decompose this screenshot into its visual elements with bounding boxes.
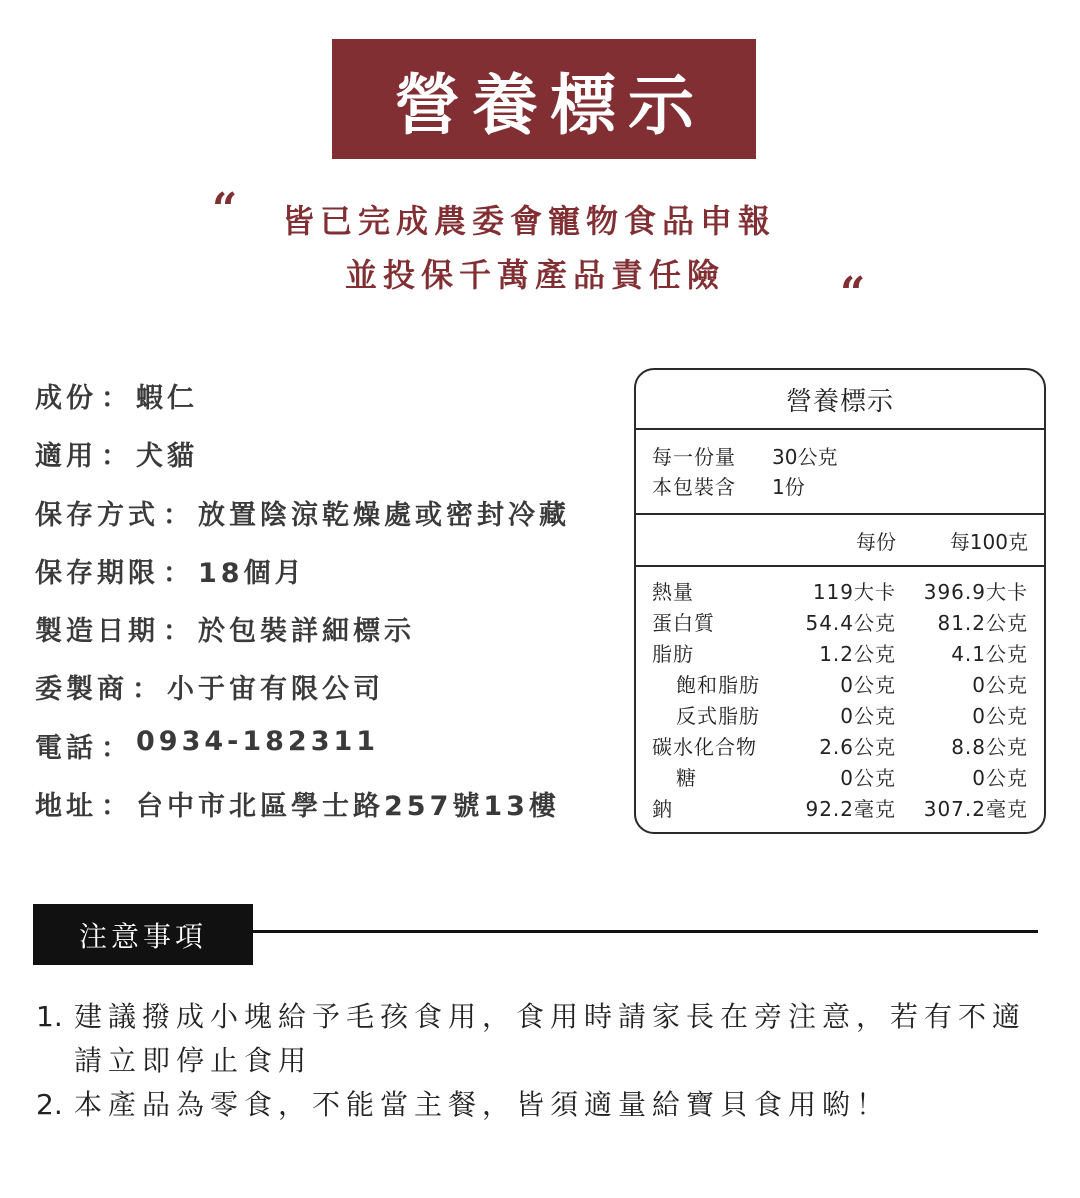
nutrient-per-100g: 0公克 <box>972 704 1028 728</box>
nutrient-name: 反式脂肪 <box>676 704 760 728</box>
notice-text: 建議撥成小塊給予毛孩食用，食用時請家長在旁注意，若有不適請立即停止食用 <box>74 1000 1027 1077</box>
nutrient-per-100g: 8.8公克 <box>951 735 1028 759</box>
info-row-shelf-life <box>35 551 570 609</box>
notice-number: 2. <box>36 1088 63 1121</box>
info-separator: ： <box>101 441 132 473</box>
nutrient-per-100g: 81.2公克 <box>937 611 1028 635</box>
table-row <box>636 668 1044 699</box>
nutrient-name: 熱量 <box>652 580 694 604</box>
servings-value: 1份 <box>772 474 805 499</box>
table-row <box>636 606 1044 637</box>
serving-info <box>636 430 1044 515</box>
info-row-manufacturer <box>35 667 570 725</box>
nutrition-rows <box>636 567 1044 823</box>
nutrition-column-header <box>636 515 1044 567</box>
info-label: 委製商 <box>35 674 128 706</box>
notice-divider <box>253 930 1038 933</box>
table-row <box>636 637 1044 668</box>
list-item <box>36 995 1034 1083</box>
info-row-address <box>35 784 570 842</box>
info-separator: ： <box>163 499 194 531</box>
nutrient-per-100g: 396.9大卡 <box>923 580 1028 604</box>
table-row <box>636 575 1044 606</box>
nutrient-per-serving: 54.4公克 <box>805 611 896 635</box>
info-label: 適用 <box>35 441 97 473</box>
info-separator: ： <box>163 616 194 648</box>
info-label: 地址 <box>35 791 97 823</box>
notice-number: 1. <box>36 1000 63 1033</box>
table-row <box>636 792 1044 823</box>
table-row <box>636 699 1044 730</box>
nutrient-name: 蛋白質 <box>652 611 715 635</box>
info-value: 18個月 <box>198 557 306 589</box>
notice-heading: 注意事項 <box>33 904 253 965</box>
col-per-serving: 每份 <box>856 529 896 554</box>
nutrition-facts-table <box>634 368 1046 834</box>
title-banner <box>332 39 756 159</box>
info-separator: ： <box>101 383 132 414</box>
nutrition-title: 營養標示 <box>636 370 1044 430</box>
info-row-phone <box>35 726 570 784</box>
info-value: 0934-182311 <box>136 725 380 757</box>
info-row-storage <box>35 493 570 551</box>
nutrient-per-serving: 0公克 <box>840 704 896 728</box>
serving-size-row <box>652 440 1044 470</box>
nutrient-per-serving: 0公克 <box>840 673 896 697</box>
product-info-list <box>35 376 570 842</box>
notice-list <box>36 995 1034 1127</box>
serving-size-value: 30公克 <box>772 444 838 469</box>
info-label: 保存期限 <box>35 557 159 589</box>
info-value: 犬貓 <box>136 441 198 473</box>
slogan-line-1: 皆已完成農委會寵物食品申報 <box>282 202 777 240</box>
table-row <box>636 761 1044 792</box>
nutrient-per-100g: 0公克 <box>972 673 1028 697</box>
list-item <box>36 1083 1034 1127</box>
notice-text: 本產品為零食，不能當主餐，皆須適量給寶貝食用喲！ <box>74 1088 891 1121</box>
info-label: 保存方式 <box>35 499 159 531</box>
info-separator: ： <box>101 732 132 764</box>
nutrient-per-serving: 2.6公克 <box>819 735 896 759</box>
nutrient-per-100g: 4.1公克 <box>951 642 1028 666</box>
info-row-suitable <box>35 434 570 492</box>
info-row-manufacture-date <box>35 609 570 667</box>
slogan-line-2: 並投保千萬產品責任險 <box>345 256 726 294</box>
info-separator: ： <box>132 674 163 706</box>
nutrient-per-100g: 307.2毫克 <box>923 797 1028 821</box>
table-row <box>636 730 1044 761</box>
nutrient-per-serving: 119大卡 <box>812 580 896 604</box>
nutrient-name: 碳水化合物 <box>652 735 757 759</box>
nutrient-name: 糖 <box>676 766 697 790</box>
info-label: 製造日期 <box>35 616 159 648</box>
info-label: 成份 <box>35 383 97 414</box>
page-title: 營養標示 <box>394 66 706 144</box>
nutrient-name: 鈉 <box>652 797 673 821</box>
info-label: 電話 <box>35 732 97 764</box>
close-quote-mark: “ <box>840 268 866 319</box>
info-value: 於包裝詳細標示 <box>198 616 415 648</box>
nutrient-per-serving: 1.2公克 <box>819 642 896 666</box>
nutrient-per-serving: 0公克 <box>840 766 896 790</box>
info-value: 小于宙有限公司 <box>167 674 384 706</box>
servings-label: 本包裝含 <box>652 474 736 499</box>
servings-row <box>652 470 1044 500</box>
nutrient-per-serving: 92.2毫克 <box>805 797 896 821</box>
open-quote-mark: “ <box>212 184 238 235</box>
info-separator: ： <box>163 557 194 589</box>
info-row-ingredient <box>35 376 570 434</box>
serving-size-label: 每一份量 <box>652 444 736 469</box>
nutrient-name: 脂肪 <box>652 642 694 666</box>
nutrient-name: 飽和脂肪 <box>676 673 760 697</box>
info-value: 蝦仁 <box>136 383 198 414</box>
info-value: 台中市北區學士路257號13樓 <box>136 791 560 823</box>
info-separator: ： <box>101 791 132 823</box>
col-per-100g: 每100克 <box>949 529 1028 554</box>
info-value: 放置陰涼乾燥處或密封冷藏 <box>198 499 570 531</box>
nutrient-per-100g: 0公克 <box>972 766 1028 790</box>
